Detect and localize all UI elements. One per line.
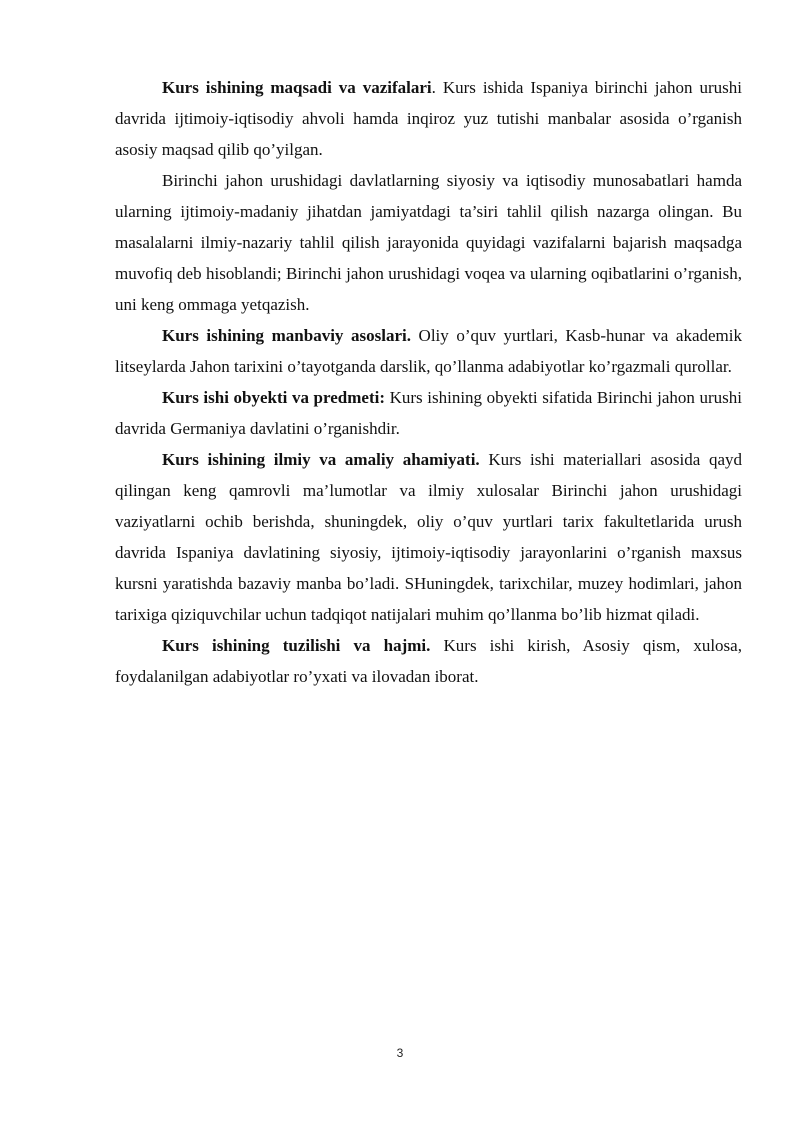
- page-body: [115, 72, 742, 692]
- paragraph-significance: [115, 444, 742, 630]
- paragraph-goals: [115, 72, 742, 165]
- paragraph-text: Oliy o’quv yurtlari, Kasb-hunar va akademik litseylarda Jahon tarixini o’tayotganda darslik, qo’llanma adabiyotlar ko’rgazmali qurollar.: [115, 326, 742, 376]
- paragraph-sources: [115, 320, 742, 382]
- paragraph-heading: Kurs ishining tuzilishi va hajmi.: [162, 636, 431, 655]
- page-number: 3: [396, 1046, 404, 1060]
- paragraph-text: Kurs ishi kirish, Asosiy qism, xulosa, foydalanilgan adabiyotlar ro’yxati va ilovadan iborat.: [115, 636, 742, 686]
- paragraph-text: . Kurs ishida Ispaniya birinchi jahon urushi davrida ijtimoiy-iqtisodiy ahvoli hamda inqiroz yuz tutishi manbalar asosida o’rganish asosiy maqsad qilib qo’yilgan.: [115, 78, 742, 159]
- paragraph-heading: Kurs ishi obyekti va predmeti:: [162, 388, 386, 407]
- paragraph-text: Birinchi jahon urushidagi davlatlarning siyosiy va iqtisodiy munosabatlari hamda ularning ijtimoiy-madaniy jihatdan jamiyatdagi ta’siri tahlil qilish nazarga olingan. Bu masalalarni ilmiy-nazariy tahlil qilish jarayonida quyidagi vazifalarni bajarish maqsadga muvofiq deb hisoblandi; Birinchi jahon urushidagi voqea va ularning oqibatlarini o’rganish, uni keng ommaga yetqazish.: [115, 171, 742, 314]
- paragraph-heading: Kurs ishining ilmiy va amaliy ahamiyati.: [162, 450, 480, 469]
- paragraph-heading: Kurs ishining manbaviy asoslari.: [162, 326, 411, 345]
- paragraph-object: [115, 382, 742, 444]
- paragraph-tasks: [115, 165, 742, 320]
- paragraph-structure: [115, 630, 742, 692]
- paragraph-text: Kurs ishining obyekti sifatida Birinchi jahon urushi davrida Germaniya davlatini o’rganishdir.: [115, 388, 743, 438]
- paragraph-heading: Kurs ishining maqsadi va vazifalari: [162, 78, 432, 97]
- paragraph-text: Kurs ishi materiallari asosida qayd qilingan keng qamrovli ma’lumotlar va ilmiy xulosalar Birinchi jahon urushidagi vaziyatlarni ochib berishda, shuningdek, oliy o’quv yurtlari tarix fakultetlarida urush davrida Ispaniya davlatining siyosiy, ijtimoiy-iqtisodiy jarayonlarini o’rganish maxsus kursni yaratishda bazaviy manba bo’ladi. SHuningdek, tarixchilar, muzey hodimlari, jahon tarixiga qiziquvchilar uchun tadqiqot natijalari muhim qo’llanma bo’lib hizmat qiladi.: [115, 450, 742, 624]
